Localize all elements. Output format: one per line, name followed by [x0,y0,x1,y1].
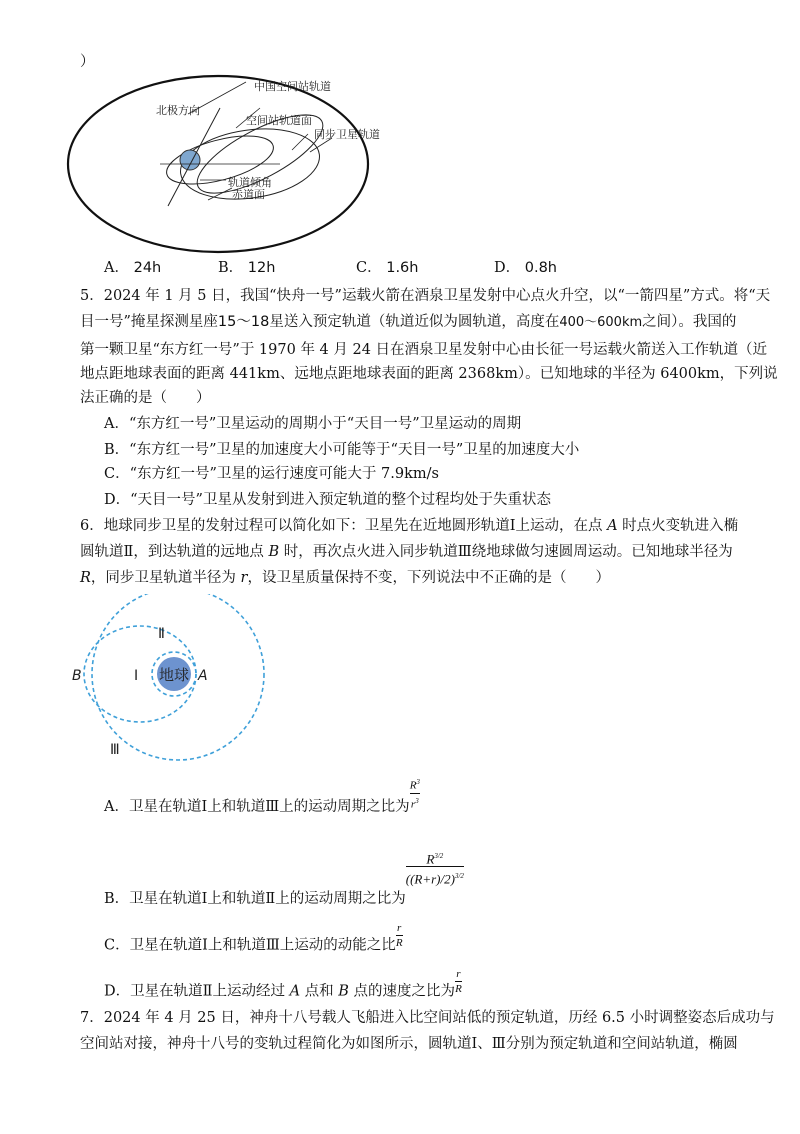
space-station-orbit-figure [60,68,420,258]
label-i: Ⅰ [134,668,139,684]
label-incl: 轨道倾角 [228,176,272,189]
q5-option-b: B．“东方红一号”卫星的加速度大小可能等于“天目一号”卫星的加速度大小 [104,442,580,458]
label-a: A [198,668,208,684]
label-geo: 同步卫星轨道 [314,128,380,141]
north-axis-line [168,108,220,206]
q4-option-d: D． 0.8h [494,260,557,276]
q5-option-c: C．“东方红一号”卫星的运行速度可能大于 7.9km/s [104,466,439,482]
earth-circle [180,150,200,170]
q5-line-1: 5．2024 年 1 月 5 日，我国“快舟一号”运载火箭在酒泉卫星发射中心点火升空，以“一箭四星”方式。将“天 [80,288,771,304]
label-b: B [72,668,82,684]
q4-option-c: C． 1.6h [356,260,419,276]
q5-line-3: 第一颗卫星“东方红一号”于 1970 年 4 月 24 日在酒泉卫星发射中心由长征一号运载火箭送入工作轨道（近 [80,342,768,358]
q7-line-1: 7．2024 年 4 月 25 日，神舟十八号载人飞船进入比空间站低的预定轨道，历经 6.5 小时调整姿态后成功与 [80,1010,775,1026]
transfer-orbit-figure [68,594,278,764]
label-iii: Ⅲ [110,742,120,758]
top-paren: ） [80,54,95,70]
q5-option-d: D．“天目一号”卫星从发射到进入预定轨道的整个过程均处于失重状态 [104,492,551,508]
q5-line-5: 法正确的是（ ） [80,390,211,406]
q5-line-4: 地点距地球表面的距离 441km、远地点距地球表面的距离 2368km）。已知地球的半径为 6400km，下列说 [80,366,778,382]
q7-line-2: 空间站对接，神舟十八号的变轨过程简化为如图所示，圆轨道Ⅰ、Ⅲ分别为预定轨道和空间站轨道，椭圆 [80,1036,738,1052]
label-ii: Ⅱ [158,626,165,642]
q5-option-a: A．“东方红一号”卫星运动的周期小于“天目一号”卫星运动的周期 [104,416,522,432]
q6-line-3: R，同步卫星轨道半径为 r，设卫星质量保持不变，下列说法中不正确的是（ ） [80,570,610,586]
q6-option-d: D．卫星在轨道Ⅱ上运动经过 A 点和 B 点的速度之比为 $\frac{r}{R}$ [104,968,462,1000]
q4-option-b: B． 12h [218,260,276,276]
q6-option-a: A．卫星在轨道Ⅰ上和轨道Ⅲ上的运动周期之比为 $\frac{R^3}{r^3}$ [104,778,420,816]
label-plane: 空间站轨道面 [246,114,312,127]
q5-line-2: 目一号”掩星探测星座15～18星送入预定轨道（轨道近似为圆轨道，高度在400～600km之间）。我国的 [80,314,737,330]
q4-option-a: A． 24h [104,260,162,276]
q6-option-b: B．卫星在轨道Ⅰ上和轨道Ⅱ上的运动周期之比为 $\frac{R^{3/2}}{((R+r)/2)^{3/2}}$ [104,851,464,907]
q6-line-1: 6．地球同步卫星的发射过程可以简化如下：卫星先在近地圆形轨道Ⅰ上运动，在点 A 时点火变轨进入椭 [80,518,739,534]
label-equator: 赤道面 [232,188,265,201]
label-earth: 地球 [158,666,190,684]
q6-line-2: 圆轨道Ⅱ，到达轨道的远地点 B 时，再次点火进入同步轨道Ⅲ绕地球做匀速圆周运动。已知地球半径为 [80,544,733,560]
q6-option-c: C．卫星在轨道Ⅰ上和轨道Ⅲ上运动的动能之比 $\frac{r}{R}$ [104,922,403,954]
label-north: 北极方向 [156,104,200,117]
label-cn-orbit: 中国空间站轨道 [254,80,331,93]
